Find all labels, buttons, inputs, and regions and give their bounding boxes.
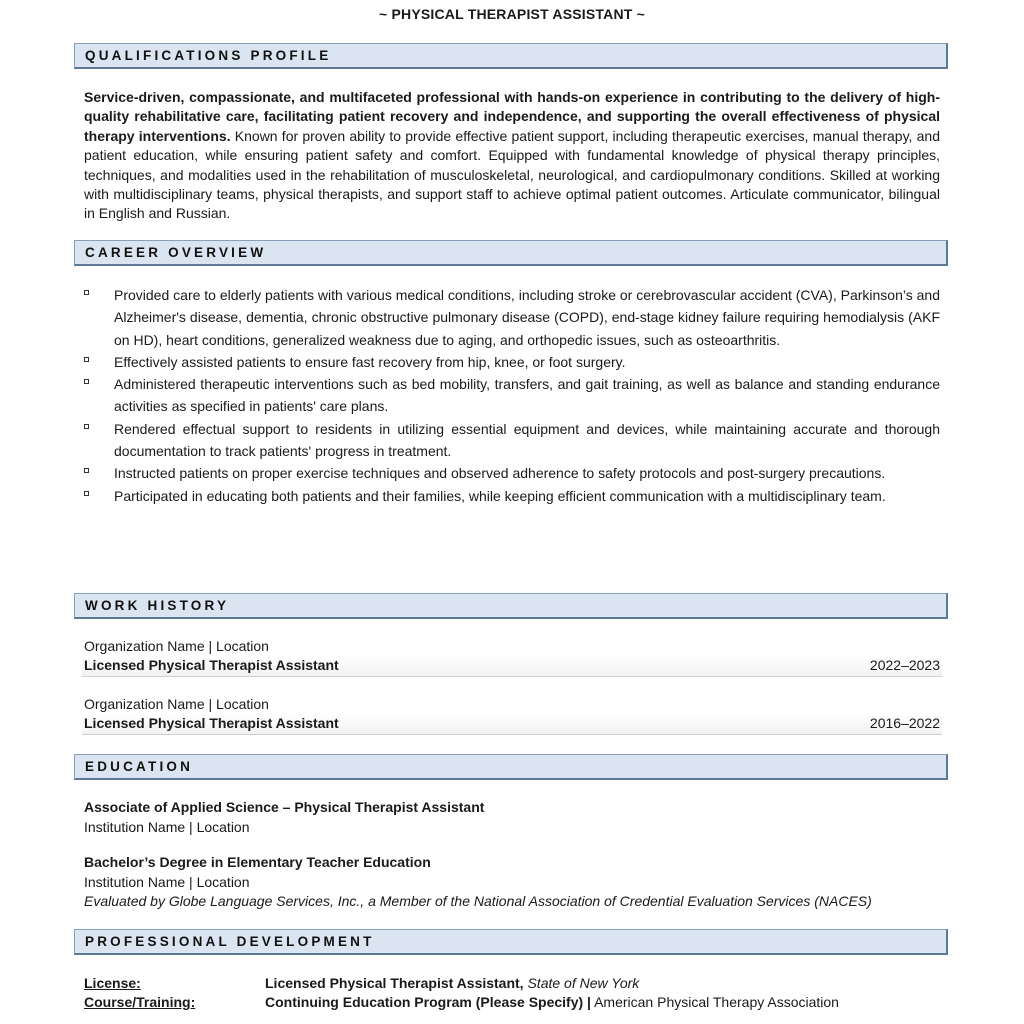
square-bullet-icon — [84, 424, 89, 429]
list-item: Instructed patients on proper exercise techniques and observed adherence to safety protocols and post-surgery precautions. — [84, 462, 940, 484]
job-organization: Organization Name | Location — [84, 696, 269, 712]
section-title: QUALIFICATIONS PROFILE — [85, 48, 332, 63]
qualifications-profile-text — [84, 88, 940, 224]
list-item: Rendered effectual support to residents in utilizing essential equipment and devices, while maintaining accurate and thorough documentation to track patients' progress in treatment. — [84, 418, 940, 463]
section-title: PROFESSIONAL DEVELOPMENT — [85, 934, 375, 949]
course-label: Course/Training: — [84, 994, 196, 1010]
profile-summary-bold: Service-driven, compassionate, and multifaceted professional with hands-on experience in contributing to the delivery of high-quality rehabilitative care, facilitating patient recovery and independence, and supporting the overall effectiveness of physical therapy interventions. — [84, 89, 940, 144]
list-item: Effectively assisted patients to ensure fast recovery from hip, knee, or foot surgery. — [84, 351, 940, 373]
career-overview-list — [84, 284, 940, 507]
section-header-education — [74, 754, 948, 780]
degree-title: Associate of Applied Science – Physical Therapist Assistant — [84, 799, 485, 815]
job-dates: 2016–2022 — [869, 715, 940, 731]
section-title: WORK HISTORY — [85, 598, 230, 613]
section-title: CAREER OVERVIEW — [85, 245, 267, 260]
job-title-row — [82, 656, 942, 677]
list-item: Administered therapeutic interventions such as bed mobility, transfers, and gait training, as well as balance and standing endurance activities as specified in patients' care plans. — [84, 373, 940, 418]
education-entry — [84, 798, 954, 837]
job-title-row — [82, 714, 942, 735]
job-title: Licensed Physical Therapist Assistant — [84, 657, 339, 673]
section-header-development — [74, 929, 948, 955]
section-header-career — [74, 240, 948, 266]
job-organization: Organization Name | Location — [84, 638, 269, 654]
job-title: Licensed Physical Therapist Assistant — [84, 715, 339, 731]
list-item: Provided care to elderly patients with various medical conditions, including stroke or cerebrovascular accident (CVA), Parkinson’s and Alzheimer's disease, dementia, chronic obstructive pulmonary disease (COPD), end-stage kidney failure requiring hemodialysis (AKF on HD), heart conditions, generalized weakness due to aging, and orthopedic issues, such as osteoarthritis. — [84, 284, 940, 351]
square-bullet-icon — [84, 357, 89, 362]
education-entry — [84, 853, 954, 912]
credential-evaluation-note: Evaluated by Globe Language Services, Inc., a Member of the National Association of Credential Evaluation Services (NACES) — [84, 893, 872, 909]
course-value: Continuing Education Program (Please Specify) | American Physical Therapy Association — [265, 994, 839, 1010]
license-value: Licensed Physical Therapist Assistant, State of New York — [265, 975, 640, 991]
square-bullet-icon — [84, 491, 89, 496]
section-title: EDUCATION — [85, 759, 194, 774]
section-header-qualifications — [74, 43, 948, 69]
list-item: Participated in educating both patients and their families, while keeping efficient communication with a multidisciplinary team. — [84, 485, 940, 507]
institution: Institution Name | Location — [84, 873, 250, 890]
square-bullet-icon — [84, 468, 89, 473]
profile-summary-text: Known for proven ability to provide effective patient support, including therapeutic exercises, manual therapy, and patient education, while ensuring patient safety and comfort. Equipped with fundamental knowledge of physical therapy principles, techniques, and modalities used in the rehabilitation of musculoskeletal, neurological, and cardiopulmonary conditions. Skilled at working with multidisciplinary teams, physical therapists, and support staff to achieve optimal patient outcomes. Articulate communicator, bilingual in English and Russian. — [84, 127, 940, 222]
document-title: ~ PHYSICAL THERAPIST ASSISTANT ~ — [379, 6, 645, 22]
square-bullet-icon — [84, 290, 89, 295]
license-label: License: — [84, 975, 141, 991]
job-dates: 2022–2023 — [869, 657, 940, 673]
degree-title: Bachelor’s Degree in Elementary Teacher Education — [84, 854, 431, 870]
institution: Institution Name | Location — [84, 818, 250, 835]
square-bullet-icon — [84, 379, 89, 384]
section-header-work — [74, 593, 948, 619]
